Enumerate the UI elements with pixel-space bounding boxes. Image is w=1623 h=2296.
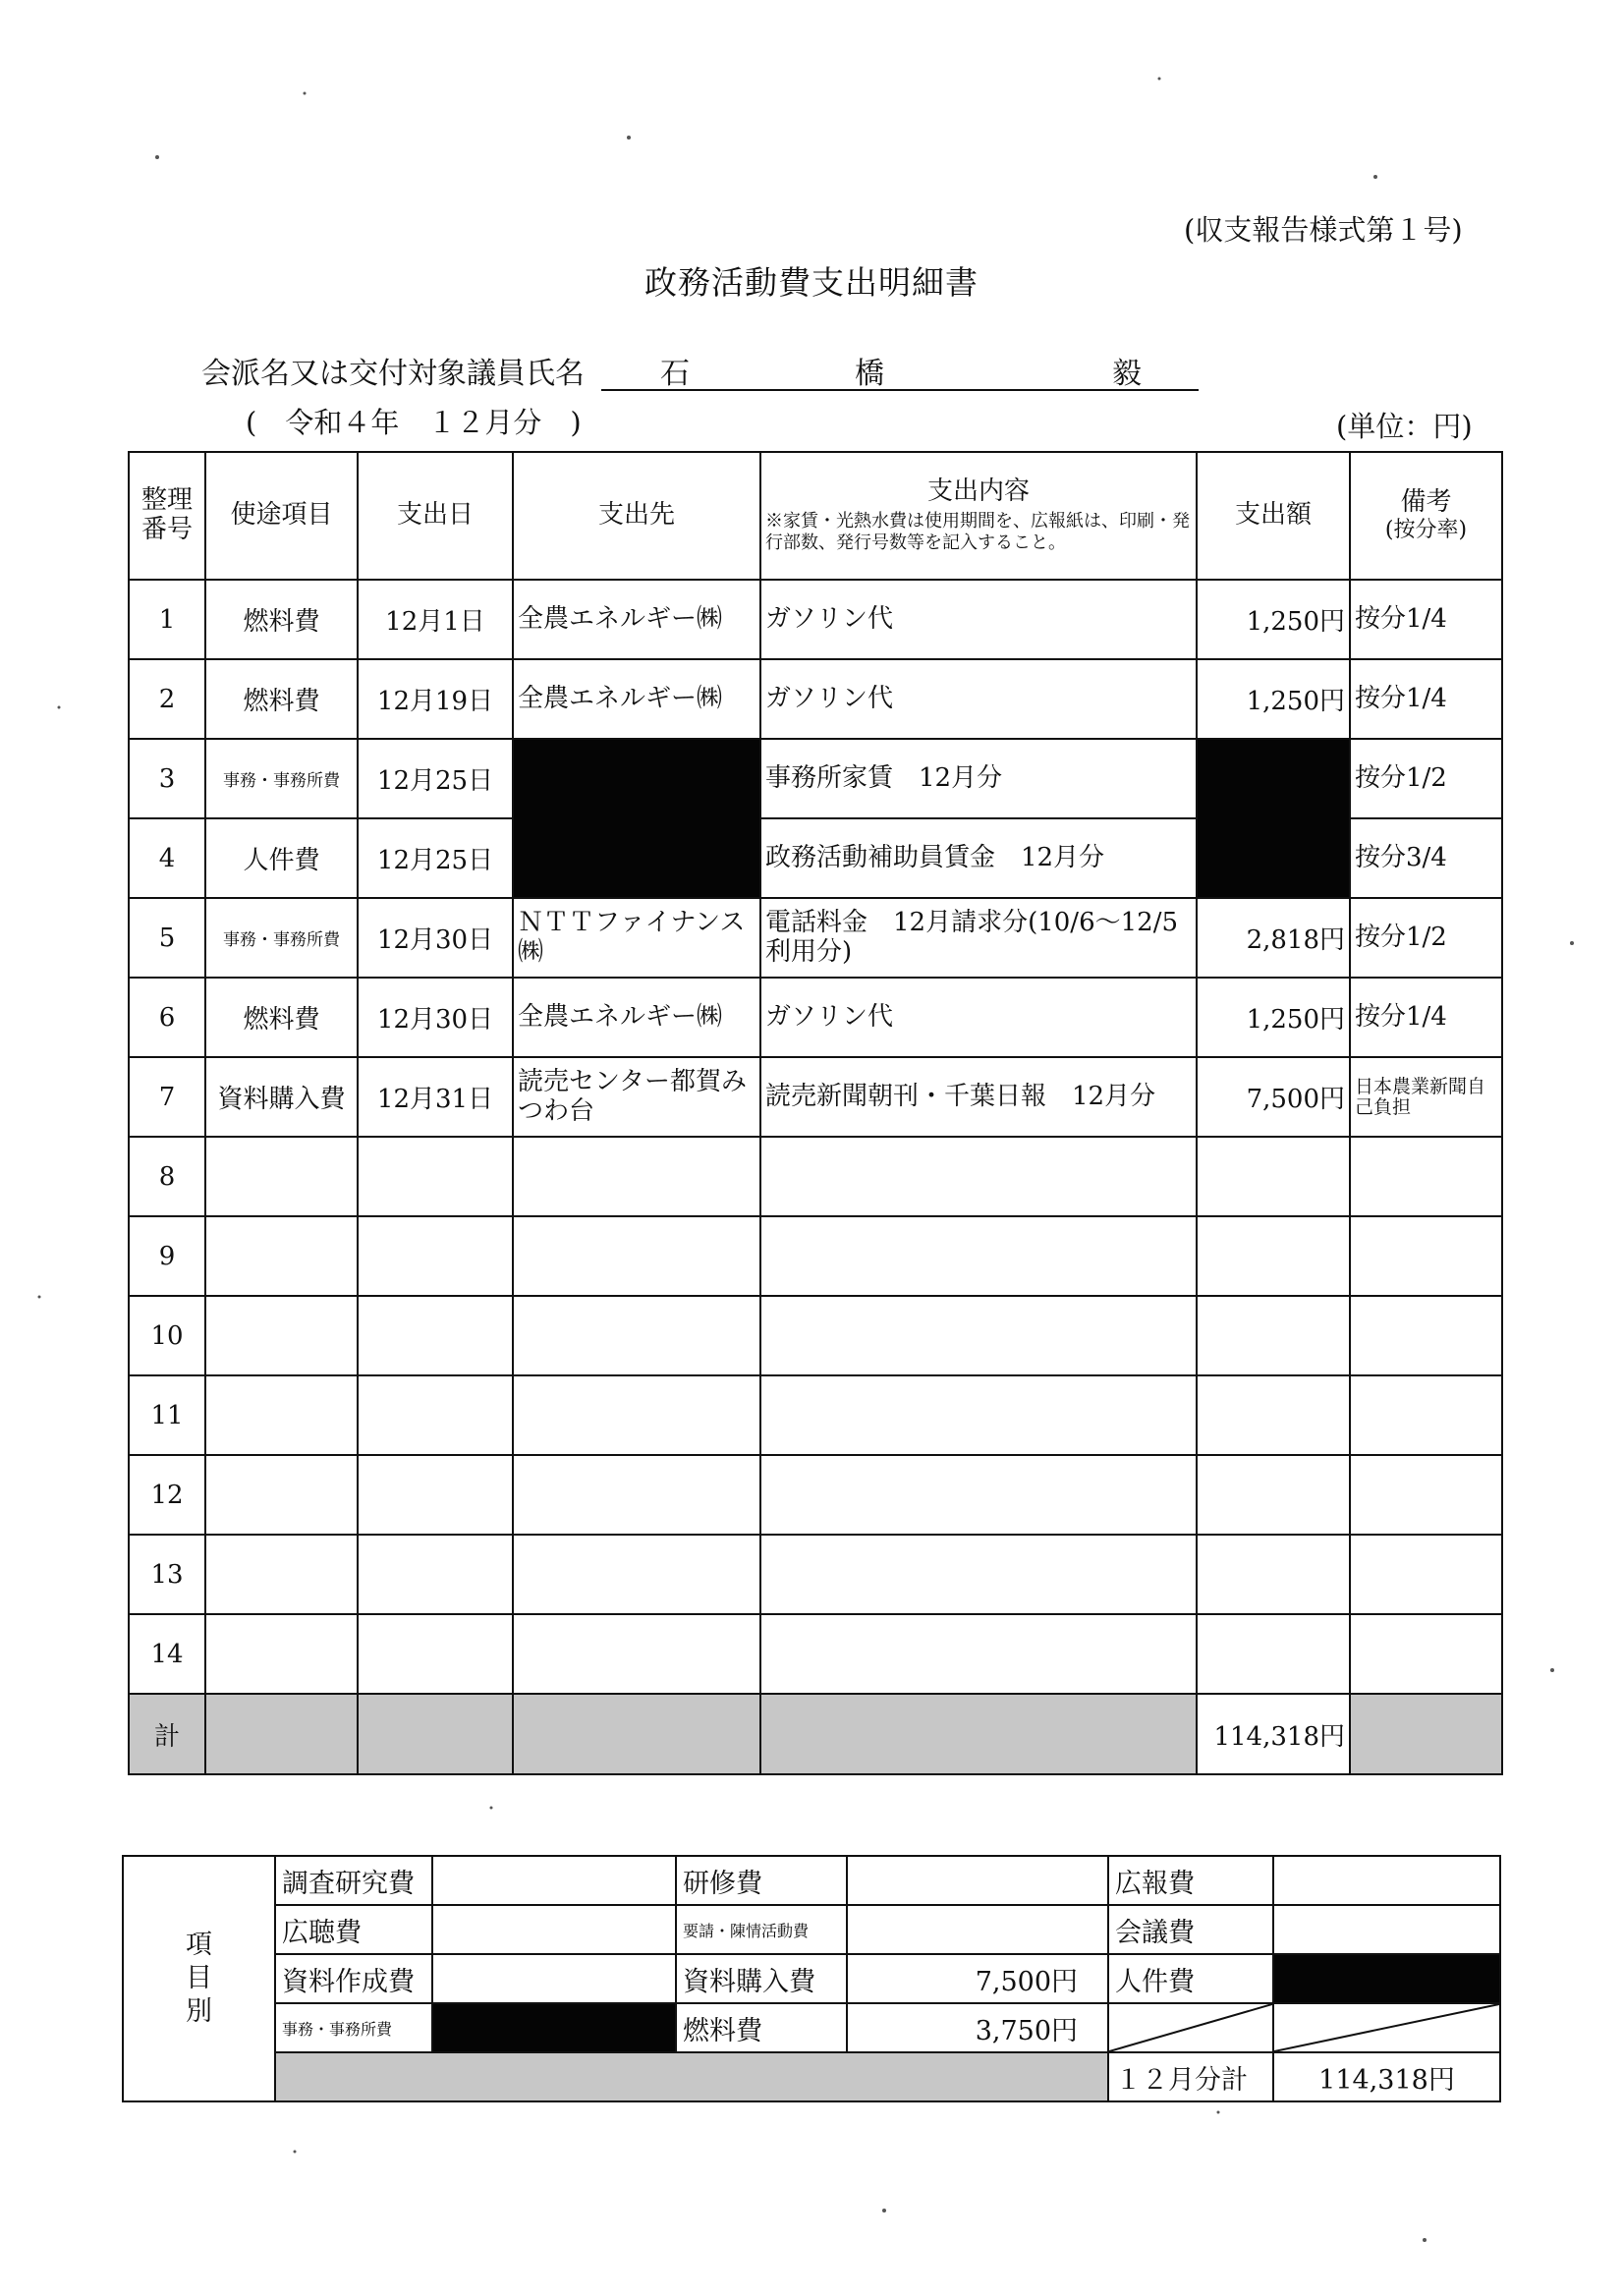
shaded-cell — [760, 1694, 1197, 1774]
row-remarks: 按分1/2 — [1350, 739, 1502, 818]
member-name-part: 毅 — [1112, 357, 1142, 391]
empty-cell — [1197, 1375, 1350, 1455]
empty-cell — [513, 1216, 760, 1296]
empty-cell — [1350, 1455, 1502, 1535]
empty-cell — [1350, 1296, 1502, 1375]
table-row — [129, 1614, 1502, 1694]
row-remarks: 按分1/2 — [1350, 898, 1502, 978]
category-meeting: 会議費 — [1108, 1905, 1273, 1954]
unit-label: (単位：円) — [1336, 410, 1473, 443]
row-content: 読売新聞朝刊・千葉日報 12月分 — [760, 1057, 1197, 1137]
side-char: 項 — [186, 1930, 212, 1961]
row-category: 燃料費 — [205, 580, 358, 659]
empty-cell — [1197, 1455, 1350, 1535]
row-category: 資料購入費 — [205, 1057, 358, 1137]
empty-cell — [760, 1296, 1197, 1375]
member-name-part: 橋 — [855, 357, 884, 391]
redacted-amount — [1197, 739, 1350, 898]
empty-cell — [760, 1216, 1197, 1296]
category-material-purchase-amount: 7,500円 — [847, 1954, 1108, 2003]
row-content: ガソリン代 — [760, 659, 1197, 739]
shaded-cell — [1350, 1694, 1502, 1774]
category-summary-table — [122, 1855, 1501, 2102]
category-material-purchase: 資料購入費 — [676, 1954, 847, 2003]
row-no: 12 — [129, 1455, 205, 1535]
empty-cell — [358, 1535, 513, 1614]
row-category: 燃料費 — [205, 978, 358, 1057]
empty-cell — [1350, 1216, 1502, 1296]
empty-cell — [760, 1137, 1197, 1216]
table-row — [129, 1375, 1502, 1455]
table-row — [129, 1057, 1502, 1137]
row-category: 燃料費 — [205, 659, 358, 739]
table-row — [129, 659, 1502, 739]
table-row — [129, 1137, 1502, 1216]
row-payee: 読売センター都賀みつわ台 — [513, 1057, 760, 1137]
row-remarks: 日本農業新聞自己負担 — [1350, 1057, 1502, 1137]
empty-cell — [1350, 1375, 1502, 1455]
empty-cell — [760, 1614, 1197, 1694]
header-remarks-label: 備考 — [1400, 487, 1452, 518]
diagonal-line — [1109, 2004, 1272, 2051]
empty-cell — [513, 1614, 760, 1694]
table-row — [129, 1535, 1502, 1614]
row-date: 12月25日 — [358, 739, 513, 818]
category-petition: 要請・陳情活動費 — [676, 1905, 847, 1954]
shaded-cell — [205, 1694, 358, 1774]
category-publicity-amount — [1273, 1856, 1500, 1905]
row-no: 3 — [129, 739, 205, 818]
header-remarks-sub: (按分率) — [1384, 518, 1468, 543]
row-content: 政務活動補助員賃金 12月分 — [760, 818, 1197, 898]
row-payee: 全農エネルギー㈱ — [513, 978, 760, 1057]
empty-cell — [1350, 1535, 1502, 1614]
expense-detail-table — [128, 451, 1503, 1775]
empty-cell — [205, 1535, 358, 1614]
row-no: 7 — [129, 1057, 205, 1137]
row-remarks: 按分1/4 — [1350, 580, 1502, 659]
empty-cell — [358, 1216, 513, 1296]
form-number: (収支報告様式第１号) — [1184, 213, 1463, 247]
side-char: 目 — [186, 1963, 212, 1994]
row-no: 2 — [129, 659, 205, 739]
empty-cell — [205, 1455, 358, 1535]
empty-cell — [205, 1216, 358, 1296]
document-title: 政務活動費支出明細書 — [644, 263, 979, 302]
empty-cell — [358, 1137, 513, 1216]
row-category: 事務・事務所費 — [205, 898, 358, 978]
category-fuel-amount: 3,750円 — [847, 2003, 1108, 2052]
header-content-label: 支出内容 — [926, 476, 1030, 507]
row-date: 12月30日 — [358, 978, 513, 1057]
category-hearing: 広聴費 — [275, 1905, 432, 1954]
table-row — [129, 739, 1502, 818]
table-row — [129, 1296, 1502, 1375]
row-remarks: 按分1/4 — [1350, 659, 1502, 739]
row-payee: ＮＴＴファイナンス㈱ — [513, 898, 760, 978]
shaded-cell — [358, 1694, 513, 1774]
category-row — [123, 1856, 1500, 1905]
header-remarks — [1350, 452, 1502, 580]
row-no: 5 — [129, 898, 205, 978]
row-remarks: 按分3/4 — [1350, 818, 1502, 898]
empty-cell — [205, 1614, 358, 1694]
table-row — [129, 580, 1502, 659]
row-no: 11 — [129, 1375, 205, 1455]
category-research-amount — [432, 1856, 676, 1905]
row-no: 1 — [129, 580, 205, 659]
category-office: 事務・事務所費 — [275, 2003, 432, 2052]
row-content: ガソリン代 — [760, 978, 1197, 1057]
row-date: 12月31日 — [358, 1057, 513, 1137]
shaded-cell — [275, 2052, 1108, 2101]
empty-cell — [205, 1296, 358, 1375]
table-row — [129, 1216, 1502, 1296]
empty-cell — [513, 1375, 760, 1455]
category-row — [123, 1905, 1500, 1954]
row-date: 12月19日 — [358, 659, 513, 739]
header-amount: 支出額 — [1197, 452, 1350, 580]
empty-cell — [205, 1137, 358, 1216]
diagonal-cell — [1108, 2003, 1273, 2052]
empty-cell — [513, 1535, 760, 1614]
category-material-making-amount — [432, 1954, 676, 2003]
empty-cell — [513, 1455, 760, 1535]
category-training-amount — [847, 1856, 1108, 1905]
row-no: 8 — [129, 1137, 205, 1216]
month-total-label: １２月分計 — [1108, 2052, 1273, 2101]
row-date: 12月30日 — [358, 898, 513, 978]
row-payee: 全農エネルギー㈱ — [513, 580, 760, 659]
category-material-making: 資料作成費 — [275, 1954, 432, 2003]
row-amount: 1,250円 — [1197, 978, 1350, 1057]
member-name-underline — [601, 389, 1199, 391]
empty-cell — [205, 1375, 358, 1455]
row-remarks: 按分1/4 — [1350, 978, 1502, 1057]
empty-cell — [358, 1375, 513, 1455]
member-label: 会派名又は交付対象議員氏名 — [201, 357, 585, 391]
row-no: 10 — [129, 1296, 205, 1375]
row-amount: 7,500円 — [1197, 1057, 1350, 1137]
side-char: 別 — [186, 1995, 212, 2027]
row-no: 13 — [129, 1535, 205, 1614]
header-content — [760, 452, 1197, 580]
row-no: 4 — [129, 818, 205, 898]
empty-cell — [1197, 1535, 1350, 1614]
total-label: 計 — [129, 1694, 205, 1774]
category-meeting-amount — [1273, 1905, 1500, 1954]
empty-cell — [358, 1455, 513, 1535]
empty-cell — [1350, 1614, 1502, 1694]
empty-cell — [760, 1375, 1197, 1455]
category-training: 研修費 — [676, 1856, 847, 1905]
category-fuel: 燃料費 — [676, 2003, 847, 2052]
header-no: 整理番号 — [129, 452, 205, 580]
header-row — [129, 452, 1502, 580]
category-research: 調査研究費 — [275, 1856, 432, 1905]
diagonal-line — [1274, 2004, 1499, 2051]
table-row — [129, 978, 1502, 1057]
empty-cell — [358, 1614, 513, 1694]
row-category: 事務・事務所費 — [205, 739, 358, 818]
category-side-label — [123, 1856, 275, 2101]
row-content: 電話料金 12月請求分(10/6～12/5利用分) — [760, 898, 1197, 978]
table-row — [129, 898, 1502, 978]
redacted-payee — [513, 739, 760, 898]
row-no: 9 — [129, 1216, 205, 1296]
category-total-row — [123, 2052, 1500, 2101]
table-row — [129, 1455, 1502, 1535]
row-date: 12月1日 — [358, 580, 513, 659]
category-hearing-amount — [432, 1905, 676, 1954]
row-category: 人件費 — [205, 818, 358, 898]
reporting-period: ( 令和４年 １２月分 ) — [246, 406, 582, 439]
empty-cell — [760, 1455, 1197, 1535]
header-payee: 支出先 — [513, 452, 760, 580]
total-amount: 114,318円 — [1197, 1694, 1350, 1774]
row-amount: 1,250円 — [1197, 580, 1350, 659]
row-amount: 2,818円 — [1197, 898, 1350, 978]
row-no: 6 — [129, 978, 205, 1057]
redacted-personnel-amount — [1273, 1954, 1500, 2003]
member-name-part: 石 — [660, 357, 690, 391]
header-category: 使途項目 — [205, 452, 358, 580]
empty-cell — [513, 1137, 760, 1216]
header-content-note: ※家賃・光熱水費は使用期間を、広報紙は、印刷・発行部数、発行号数等を記入すること。 — [765, 511, 1190, 553]
shaded-cell — [513, 1694, 760, 1774]
category-row — [123, 2003, 1500, 2052]
empty-cell — [760, 1535, 1197, 1614]
month-total-amount: 114,318円 — [1273, 2052, 1500, 2101]
empty-cell — [1197, 1137, 1350, 1216]
empty-cell — [1197, 1296, 1350, 1375]
empty-cell — [358, 1296, 513, 1375]
empty-cell — [513, 1296, 760, 1375]
category-personnel: 人件費 — [1108, 1954, 1273, 2003]
row-amount: 1,250円 — [1197, 659, 1350, 739]
row-date: 12月25日 — [358, 818, 513, 898]
category-row — [123, 1954, 1500, 2003]
category-publicity: 広報費 — [1108, 1856, 1273, 1905]
row-content: ガソリン代 — [760, 580, 1197, 659]
diagonal-cell — [1273, 2003, 1500, 2052]
empty-cell — [1350, 1137, 1502, 1216]
empty-cell — [1197, 1216, 1350, 1296]
total-row — [129, 1694, 1502, 1774]
row-payee: 全農エネルギー㈱ — [513, 659, 760, 739]
header-date: 支出日 — [358, 452, 513, 580]
row-no: 14 — [129, 1614, 205, 1694]
redacted-office-amount — [432, 2003, 676, 2052]
row-content: 事務所家賃 12月分 — [760, 739, 1197, 818]
category-petition-amount — [847, 1905, 1108, 1954]
empty-cell — [1197, 1614, 1350, 1694]
